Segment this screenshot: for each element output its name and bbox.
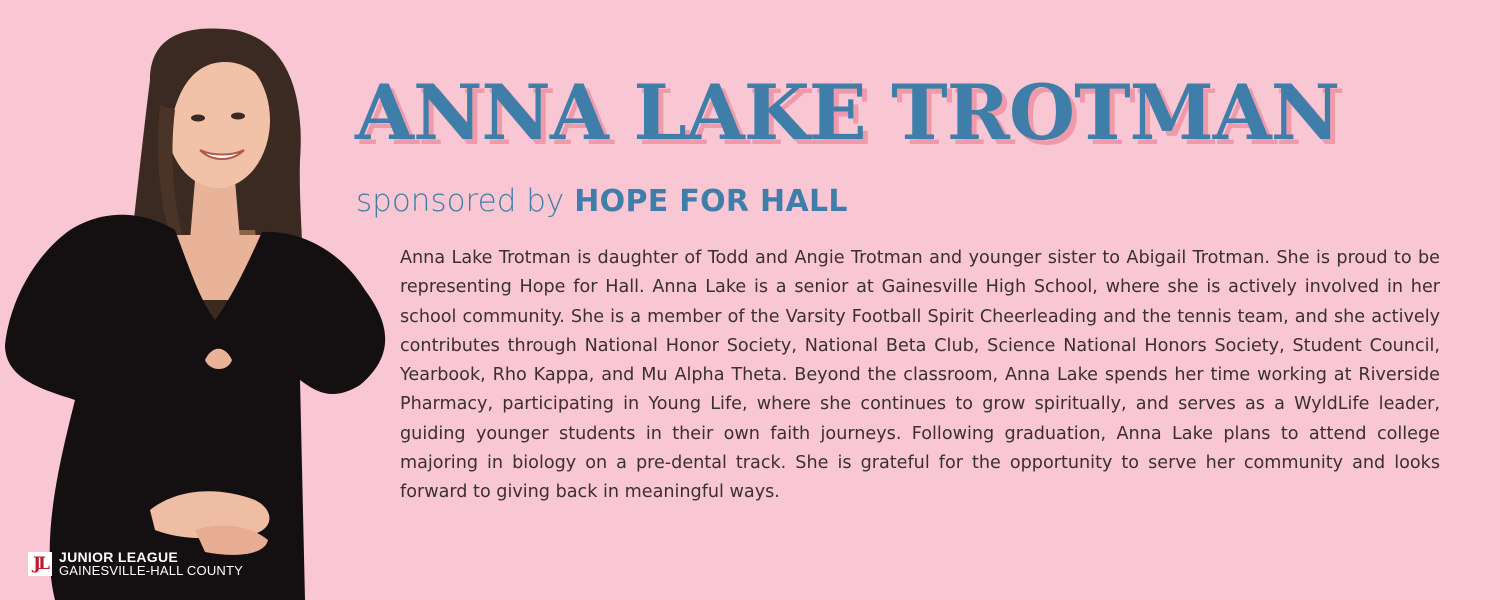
portrait-photo (0, 0, 400, 600)
junior-league-logo-icon (28, 552, 52, 576)
logo-text (59, 551, 243, 577)
logo-mark-text: JL (33, 554, 47, 574)
candidate-name: ANNA LAKE TROTMAN (355, 68, 1340, 157)
sponsor-line (356, 183, 848, 219)
sponsor-prefix: sponsored by (356, 183, 565, 219)
junior-league-logo (28, 551, 243, 577)
bio-paragraph: Anna Lake Trotman is daughter of Todd and Angie Trotman and younger sister to Abigail Trotman. She is proud to be representing Hope for Hall. Anna Lake is a senior at Gainesville High School, where she is actively involved in her school community. She is a member of the Varsity Football Spirit Cheerleading and the tennis team, and she actively contributes through National Honor Society, National Beta Club, Science National Honors Society, Student Council, Yearbook, Rho Kappa, and Mu Alpha Theta. Beyond the classroom, Anna Lake spends her time working at Riverside Pharmacy, participating in Young Life, where she continues to grow spiritually, and serves as a WyldLife leader, guiding younger students in their own faith journeys. Following graduation, Anna Lake plans to attend college majoring in biology on a pre-dental track. She is grateful for the opportunity to serve her community and looks forward to giving back in meaningful ways. (400, 248, 1440, 503)
logo-line1: JUNIOR LEAGUE (59, 549, 179, 565)
sponsor-name: HOPE FOR HALL (574, 184, 848, 219)
logo-line2: GAINESVILLE-HALL COUNTY (59, 563, 244, 578)
